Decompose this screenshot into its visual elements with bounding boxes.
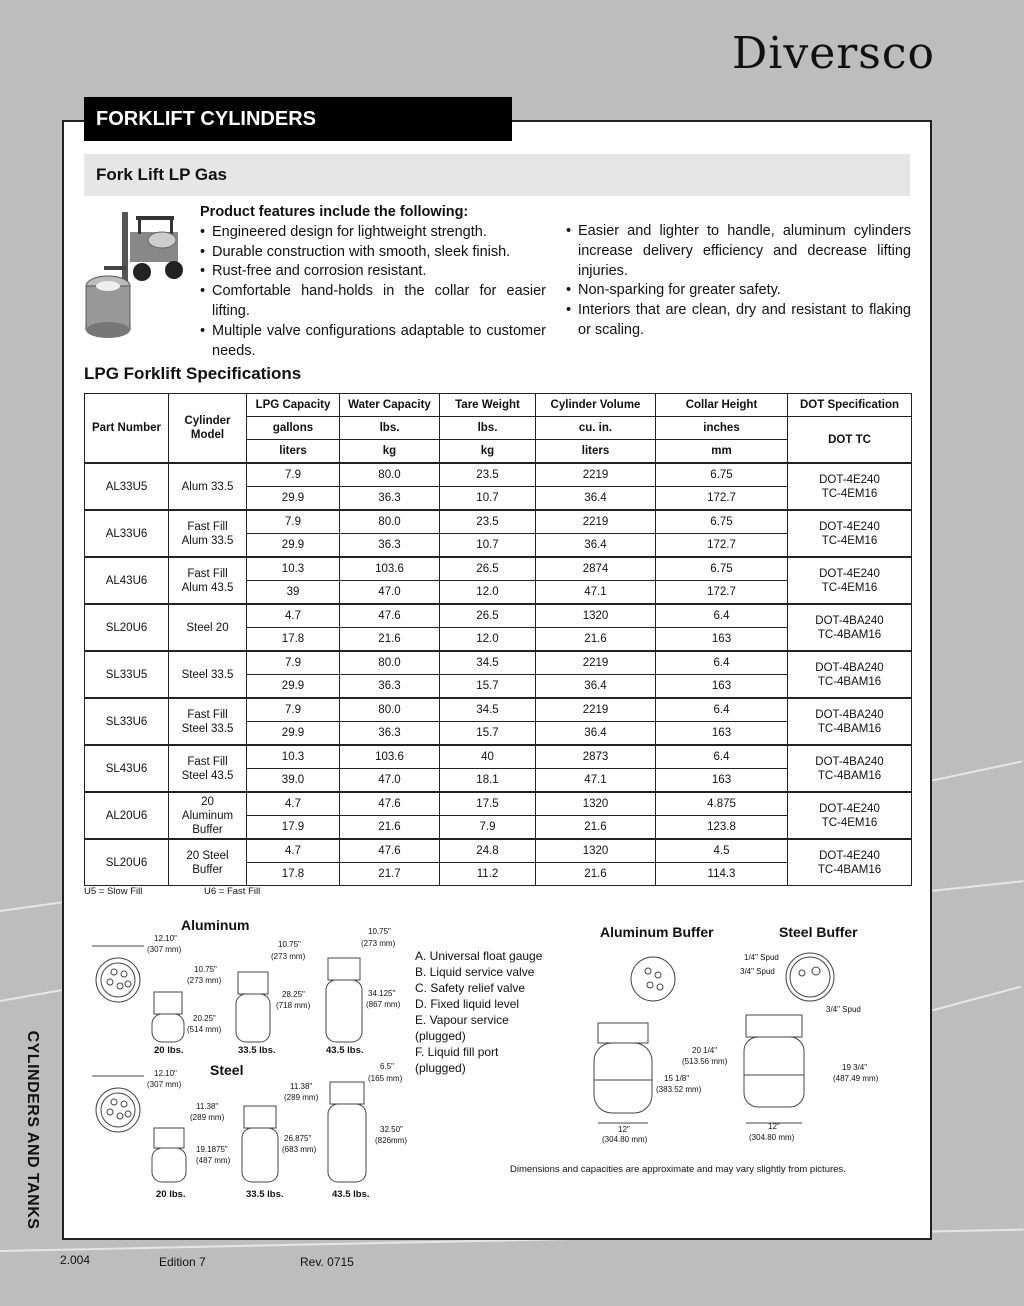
table-cell: 21.6 — [536, 628, 656, 652]
table-cell: 4.875 — [656, 792, 788, 816]
dot-spec — [788, 839, 912, 886]
dot-code: DOT-4E240 — [819, 520, 880, 533]
table-cell: 12.0 — [440, 628, 536, 652]
table-cell: 1320 — [536, 792, 656, 816]
weight-label: 20 lbs. — [156, 1189, 186, 1200]
part-number: SL43U6 — [85, 745, 169, 792]
dim-label: (718 mm) — [276, 1001, 311, 1010]
dim-label: (514 mm) — [187, 1025, 222, 1034]
table-cell: 17.9 — [247, 816, 340, 840]
note-slow-fill: U5 = Slow Fill — [84, 886, 143, 897]
dot-spec — [788, 745, 912, 792]
tc-code: TC-4BAM16 — [817, 628, 882, 641]
part-number: AL33U5 — [85, 463, 169, 510]
table-cell: 36.3 — [340, 534, 440, 558]
table-row — [85, 698, 912, 722]
table-cell: 6.75 — [656, 510, 788, 534]
features-right — [566, 222, 911, 341]
features-heading: Product features include the following: — [200, 204, 469, 220]
decorative-swoosh — [930, 760, 1022, 782]
table-row — [85, 651, 912, 675]
cylinder-model: Fast Fill Alum 33.5 — [169, 510, 247, 557]
dim-label: 12.10" — [154, 934, 177, 943]
table-cell: 172.7 — [656, 534, 788, 558]
dim-label: 3/4" Spud — [826, 1005, 861, 1014]
dim-label: 32.50" — [380, 1125, 403, 1134]
edition: Edition 7 — [159, 1255, 206, 1269]
dot-code: DOT-4E240 — [819, 802, 880, 815]
table-cell: 6.4 — [656, 745, 788, 769]
revision: Rev. 0715 — [300, 1255, 354, 1269]
table-cell: 17.8 — [247, 863, 340, 886]
dim-label: (165 mm) — [368, 1074, 403, 1083]
dim-label: 34.125" — [368, 989, 396, 998]
dot-code: DOT-4BA240 — [815, 614, 884, 627]
table-cell: 10.7 — [440, 487, 536, 511]
table-cell: 80.0 — [340, 651, 440, 675]
part-number: SL20U6 — [85, 839, 169, 886]
dot-spec — [788, 557, 912, 604]
valve-legend — [415, 948, 542, 1076]
dim-label: 11.38" — [290, 1082, 313, 1091]
tc-code: TC-4BAM16 — [817, 722, 882, 735]
dim-label: 12" — [618, 1125, 630, 1134]
brand-logo: Diversco — [732, 28, 935, 79]
page-number: 2.004 — [60, 1253, 91, 1267]
cylinder-diagrams — [84, 930, 414, 1210]
table-cell: 29.9 — [247, 675, 340, 699]
feature-item: • Rust-free and corrosion resistant. — [200, 262, 546, 282]
table-cell: 47.6 — [340, 839, 440, 863]
table-cell: 4.5 — [656, 839, 788, 863]
table-cell: 29.9 — [247, 534, 340, 558]
dim-label: 15 1/8" — [664, 1074, 690, 1083]
table-cell: 47.0 — [340, 581, 440, 605]
table-cell: 36.4 — [536, 722, 656, 746]
table-cell: 29.9 — [247, 487, 340, 511]
table-cell: 26.5 — [440, 604, 536, 628]
cylinder-model: 20 Steel Buffer — [169, 839, 247, 886]
dot-code: DOT-4E240 — [819, 849, 880, 862]
part-number: SL33U5 — [85, 651, 169, 698]
dim-label: 20 1/4" — [692, 1046, 718, 1055]
table-cell: 36.3 — [340, 487, 440, 511]
dim-label: (487 mm) — [196, 1156, 231, 1165]
dim-label: (826mm) — [375, 1136, 408, 1145]
table-cell: 2219 — [536, 510, 656, 534]
part-number: AL43U6 — [85, 557, 169, 604]
table-cell: 15.7 — [440, 722, 536, 746]
table-cell: 36.4 — [536, 534, 656, 558]
table-cell: 1320 — [536, 604, 656, 628]
dim-label: (683 mm) — [282, 1145, 317, 1154]
table-cell: 47.6 — [340, 604, 440, 628]
dim-label: (383.52 mm) — [656, 1085, 702, 1094]
tc-code: TC-4EM16 — [821, 816, 878, 829]
col-header-dot-tc: DOT TC — [788, 417, 912, 464]
dot-spec — [788, 698, 912, 745]
table-cell: 10.7 — [440, 534, 536, 558]
table-cell: 10.3 — [247, 745, 340, 769]
table-cell: 7.9 — [247, 510, 340, 534]
table-row — [85, 463, 912, 487]
table-cell: 4.7 — [247, 604, 340, 628]
table-cell: 10.3 — [247, 557, 340, 581]
legend-item: B. Liquid service valve — [415, 965, 535, 979]
table-cell: 29.9 — [247, 722, 340, 746]
cylinder-model: Fast Fill Steel 33.5 — [169, 698, 247, 745]
table-cell: 18.1 — [440, 769, 536, 793]
table-cell: 36.4 — [536, 675, 656, 699]
table-cell: 80.0 — [340, 698, 440, 722]
dim-label: 12.10" — [154, 1069, 177, 1078]
col-header: Cylinder Volume — [536, 394, 656, 417]
table-row — [85, 557, 912, 581]
dim-label: 1/4" Spud — [744, 953, 779, 962]
dot-spec — [788, 651, 912, 698]
table-cell: 24.8 — [440, 839, 536, 863]
dot-spec — [788, 792, 912, 839]
aluminum-buffer-label: Aluminum Buffer — [600, 924, 714, 940]
table-cell: 36.4 — [536, 487, 656, 511]
table-cell: 7.9 — [247, 698, 340, 722]
dim-label: (273 mm) — [271, 952, 306, 961]
dim-label: 12" — [768, 1122, 780, 1131]
disclaimer: Dimensions and capacities are approximate and may vary slightly from pictures. — [510, 1164, 846, 1175]
table-row — [85, 604, 912, 628]
table-cell: 17.5 — [440, 792, 536, 816]
table-cell: 6.4 — [656, 651, 788, 675]
dim-label: (307 mm) — [147, 1080, 182, 1089]
table-cell: 23.5 — [440, 463, 536, 487]
steel-buffer-label: Steel Buffer — [779, 924, 858, 940]
dim-label: (304.80 mm) — [602, 1135, 648, 1144]
table-cell: 172.7 — [656, 581, 788, 605]
specs-title: LPG Forklift Specifications — [84, 364, 302, 383]
unit-header: liters — [536, 440, 656, 464]
cylinder-model: Steel 20 — [169, 604, 247, 651]
table-cell: 21.6 — [340, 816, 440, 840]
table-cell: 6.4 — [656, 604, 788, 628]
table-cell: 1320 — [536, 839, 656, 863]
part-number: SL33U6 — [85, 698, 169, 745]
table-cell: 4.7 — [247, 792, 340, 816]
table-cell: 163 — [656, 722, 788, 746]
dim-label: (487.49 mm) — [833, 1074, 879, 1083]
unit-header: gallons — [247, 417, 340, 440]
table-cell: 39 — [247, 581, 340, 605]
table-cell: 23.5 — [440, 510, 536, 534]
table-cell: 36.3 — [340, 722, 440, 746]
cylinder-model: Fast Fill Alum 43.5 — [169, 557, 247, 604]
side-tab — [14, 1020, 50, 1240]
feature-item: • Interiors that are clean, dry and resistant to flaking or scaling. — [566, 301, 911, 341]
cylinder-model: Fast Fill Steel 43.5 — [169, 745, 247, 792]
table-cell: 2873 — [536, 745, 656, 769]
part-number: AL33U6 — [85, 510, 169, 557]
table-cell: 6.75 — [656, 463, 788, 487]
table-cell: 34.5 — [440, 698, 536, 722]
note-fast-fill: U6 = Fast Fill — [204, 886, 261, 897]
feature-item: • Multiple valve configurations adaptable to customer needs. — [200, 322, 546, 362]
col-header-model: Cylinder Model — [169, 394, 247, 464]
feature-item: • Durable construction with smooth, sleek finish. — [200, 243, 546, 263]
dot-spec — [788, 604, 912, 651]
unit-header: mm — [656, 440, 788, 464]
unit-header: kg — [440, 440, 536, 464]
table-cell: 2219 — [536, 698, 656, 722]
dot-code: DOT-4BA240 — [815, 708, 884, 721]
col-header: LPG Capacity — [247, 394, 340, 417]
legend-item: F. Liquid fill port (plugged) — [415, 1045, 499, 1075]
table-cell: 6.4 — [656, 698, 788, 722]
table-cell: 39.0 — [247, 769, 340, 793]
tc-code: TC-4BAM16 — [817, 863, 882, 876]
table-cell: 2874 — [536, 557, 656, 581]
table-cell: 163 — [656, 769, 788, 793]
part-number: SL20U6 — [85, 604, 169, 651]
table-cell: 163 — [656, 628, 788, 652]
table-cell: 15.7 — [440, 675, 536, 699]
unit-header: cu. in. — [536, 417, 656, 440]
spec-table — [84, 393, 912, 886]
table-cell: 123.8 — [656, 816, 788, 840]
table-cell: 26.5 — [440, 557, 536, 581]
page-title: FORKLIFT CYLINDERS — [84, 97, 512, 141]
dim-label: (867 mm) — [366, 1000, 401, 1009]
table-row — [85, 745, 912, 769]
dot-spec — [788, 510, 912, 557]
table-cell: 2219 — [536, 651, 656, 675]
weight-label: 33.5 lbs. — [246, 1189, 284, 1200]
dim-label: 19 3/4" — [842, 1063, 868, 1072]
tc-code: TC-4BAM16 — [817, 675, 882, 688]
legend-item: E. Vapour service (plugged) — [415, 1013, 509, 1043]
col-header: Water Capacity — [340, 394, 440, 417]
dim-label: 10.75" — [194, 965, 217, 974]
aluminum-label: Aluminum — [181, 917, 250, 933]
steel-label: Steel — [210, 1062, 244, 1078]
tc-code: TC-4EM16 — [821, 534, 878, 547]
weight-label: 43.5 lbs. — [332, 1189, 370, 1200]
dim-label: (307 mm) — [147, 945, 182, 954]
table-cell: 172.7 — [656, 487, 788, 511]
dim-label: 11.38" — [196, 1102, 219, 1111]
unit-header: kg — [340, 440, 440, 464]
dim-label: (513.56 mm) — [682, 1057, 728, 1066]
table-cell: 36.3 — [340, 675, 440, 699]
table-cell: 114.3 — [656, 863, 788, 886]
feature-item: • Comfortable hand-holds in the collar for easier lifting. — [200, 282, 546, 322]
table-cell: 40 — [440, 745, 536, 769]
table-cell: 7.9 — [440, 816, 536, 840]
side-tab-label: CYLINDERS AND TANKS — [24, 1030, 41, 1230]
table-cell: 34.5 — [440, 651, 536, 675]
col-header-part: Part Number — [85, 394, 169, 464]
dim-label: (289 mm) — [284, 1093, 319, 1102]
dot-spec — [788, 463, 912, 510]
weight-label: 43.5 lbs. — [326, 1045, 364, 1056]
features-left — [200, 203, 546, 361]
table-cell: 7.9 — [247, 651, 340, 675]
unit-header: lbs. — [440, 417, 536, 440]
cylinder-model: Alum 33.5 — [169, 463, 247, 510]
unit-header: lbs. — [340, 417, 440, 440]
part-number: AL20U6 — [85, 792, 169, 839]
feature-item: • Easier and lighter to handle, aluminum cylinders increase delivery efficiency and decrease lifting injuries. — [566, 222, 911, 281]
legend-item: C. Safety relief valve — [415, 981, 526, 995]
table-row — [85, 839, 912, 863]
tc-code: TC-4EM16 — [821, 487, 878, 500]
table-cell: 47.0 — [340, 769, 440, 793]
dot-code: DOT-4BA240 — [815, 755, 884, 768]
table-cell: 47.6 — [340, 792, 440, 816]
dim-label: (273 mm) — [361, 939, 396, 948]
table-cell: 2219 — [536, 463, 656, 487]
legend-item: A. Universal float gauge — [415, 949, 543, 963]
cylinder-model: 20 Aluminum Buffer — [169, 792, 247, 839]
table-cell: 7.9 — [247, 463, 340, 487]
col-header: DOT Specification — [788, 394, 912, 417]
tc-code: TC-4BAM16 — [817, 769, 882, 782]
table-cell: 21.7 — [340, 863, 440, 886]
table-cell: 103.6 — [340, 557, 440, 581]
table-cell: 47.1 — [536, 581, 656, 605]
dot-code: DOT-4BA240 — [815, 661, 884, 674]
table-cell: 80.0 — [340, 463, 440, 487]
col-header: Collar Height — [656, 394, 788, 417]
decorative-swoosh — [930, 880, 1024, 892]
dim-label: 28.25" — [282, 990, 305, 999]
dim-label: 19.1875" — [196, 1145, 228, 1154]
table-cell: 4.7 — [247, 839, 340, 863]
dim-label: (289 mm) — [190, 1113, 225, 1122]
table-cell: 21.6 — [536, 863, 656, 886]
dim-label: 20.25" — [193, 1014, 216, 1023]
dot-code: DOT-4E240 — [819, 567, 880, 580]
dim-label: (273 mm) — [187, 976, 222, 985]
forklift-image — [82, 202, 194, 344]
table-cell: 12.0 — [440, 581, 536, 605]
table-cell: 6.75 — [656, 557, 788, 581]
dim-label: 10.75" — [278, 940, 301, 949]
table-cell: 21.6 — [536, 816, 656, 840]
dim-label: (304.80 mm) — [749, 1133, 795, 1142]
decorative-swoosh — [930, 986, 1021, 1012]
cylinder-model: Steel 33.5 — [169, 651, 247, 698]
table-cell: 11.2 — [440, 863, 536, 886]
feature-item: • Engineered design for lightweight strength. — [200, 223, 546, 243]
table-cell: 17.8 — [247, 628, 340, 652]
weight-label: 33.5 lbs. — [238, 1045, 276, 1056]
dim-label: 3/4" Spud — [740, 967, 775, 976]
buffer-diagrams — [590, 945, 880, 1145]
unit-header: inches — [656, 417, 788, 440]
table-cell: 47.1 — [536, 769, 656, 793]
legend-item: D. Fixed liquid level — [415, 997, 520, 1011]
table-row — [85, 792, 912, 816]
col-header: Tare Weight — [440, 394, 536, 417]
weight-label: 20 lbs. — [154, 1045, 184, 1056]
table-row — [85, 510, 912, 534]
dim-label: 10.75" — [368, 927, 391, 936]
dot-code: DOT-4E240 — [819, 473, 880, 486]
tc-code: TC-4EM16 — [821, 581, 878, 594]
table-cell: 80.0 — [340, 510, 440, 534]
unit-header: liters — [247, 440, 340, 464]
section-header: Fork Lift LP Gas — [84, 154, 910, 196]
dim-label: 26.875" — [284, 1134, 312, 1143]
dim-label: 6.5" — [380, 1062, 394, 1071]
table-cell: 163 — [656, 675, 788, 699]
table-cell: 21.6 — [340, 628, 440, 652]
table-cell: 103.6 — [340, 745, 440, 769]
feature-item: • Non-sparking for greater safety. — [566, 281, 911, 301]
